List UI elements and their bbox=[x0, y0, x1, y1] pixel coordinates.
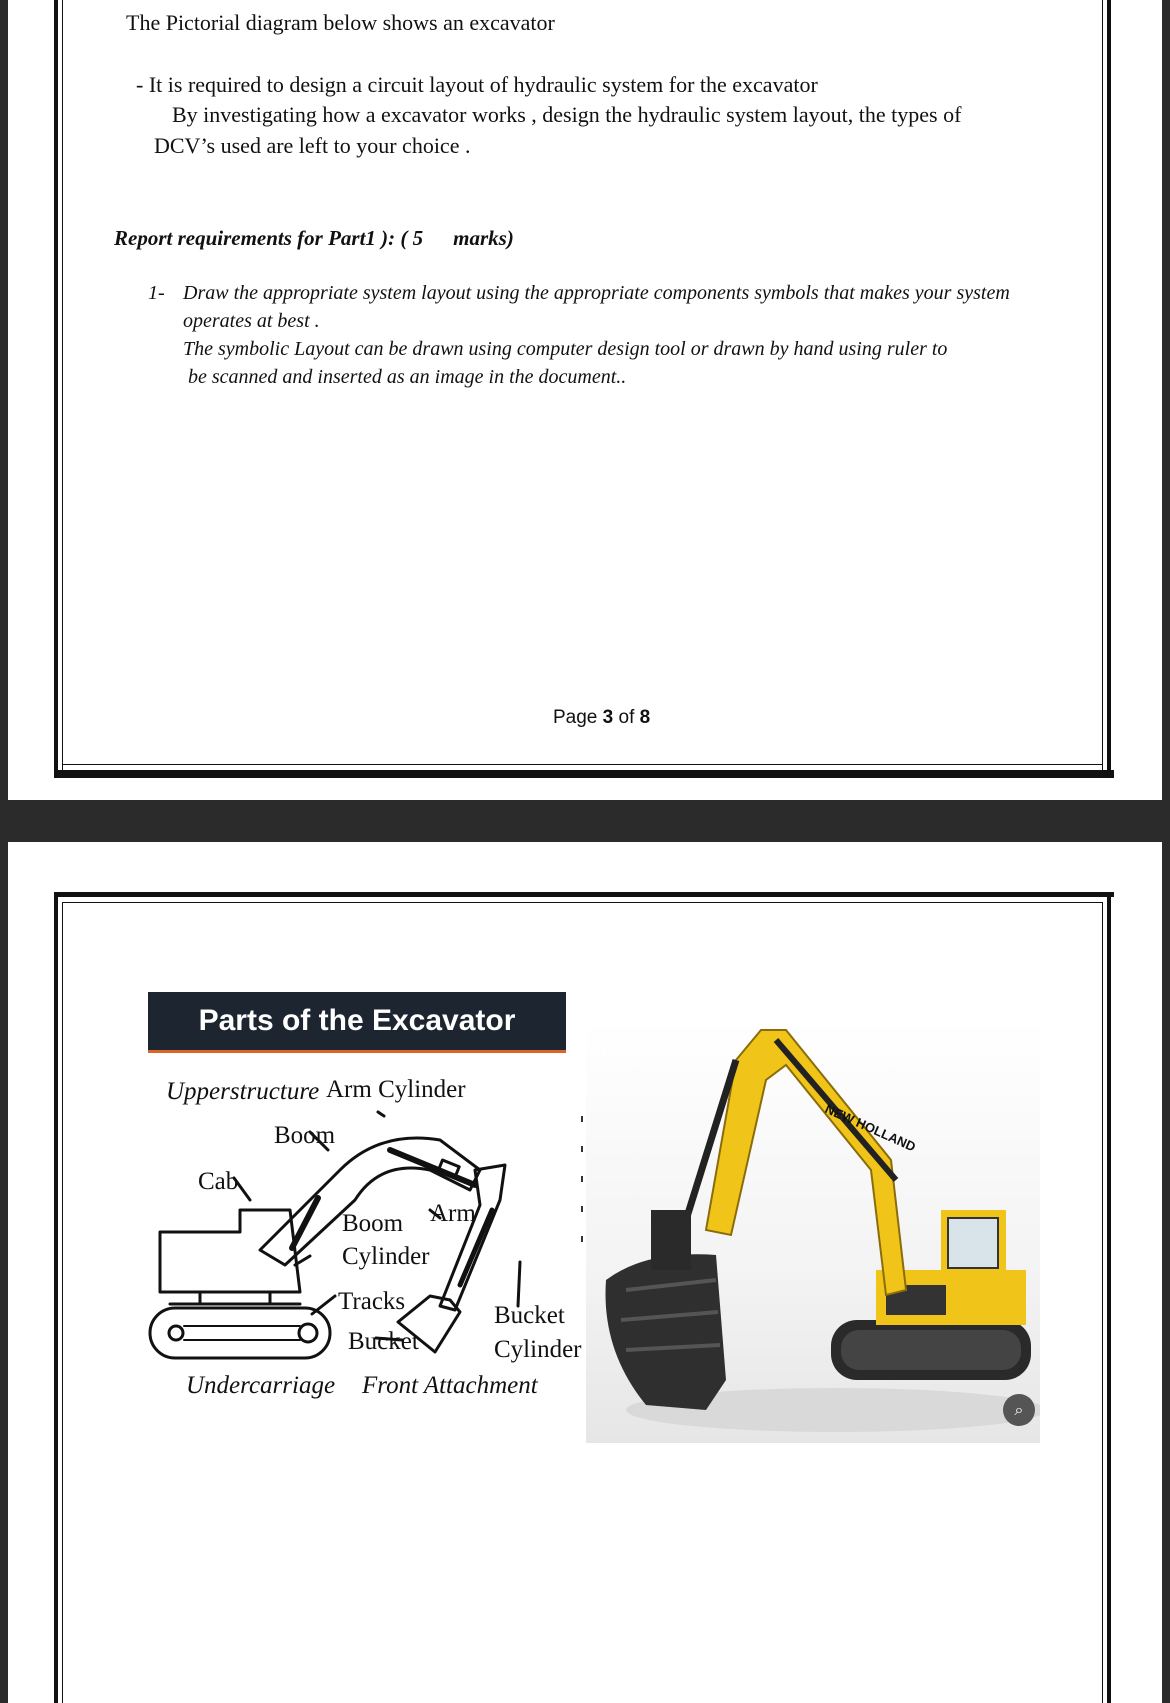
label-cab: Cab bbox=[198, 1168, 239, 1195]
report-heading bbox=[114, 226, 514, 251]
brand-text: NEW HOLLAND bbox=[822, 1101, 918, 1155]
label-bucket-cylinder-line1: Bucket bbox=[494, 1302, 565, 1329]
page2-border-left-inner bbox=[62, 902, 63, 1703]
viewer-gutter-left-lower bbox=[0, 842, 8, 1703]
item-line-1: Draw the appropriate system layout using the appropriate components symbols that makes your system bbox=[183, 282, 1010, 304]
photo-menu-button[interactable]: ... bbox=[988, 1026, 1007, 1051]
page1-border-right-inner bbox=[1102, 0, 1103, 770]
tracks-shape bbox=[150, 1308, 330, 1358]
page-number bbox=[553, 707, 650, 729]
item-line-3: The symbolic Layout can be drawn using computer design tool or drawn by hand using ruler to bbox=[183, 338, 948, 360]
paragraph-line-2: DCV’s used are left to your choice . bbox=[154, 133, 471, 158]
page1-border-left-inner bbox=[62, 0, 63, 770]
page2-border-left bbox=[54, 892, 58, 1703]
lens-search-icon: ⌕ bbox=[1014, 1400, 1024, 1419]
page1-border-bottom-inner bbox=[62, 764, 1103, 765]
cropped-text-sliver bbox=[580, 1110, 586, 1290]
page2-border-right bbox=[1107, 892, 1111, 1703]
report-heading-part-b: marks) bbox=[453, 226, 514, 250]
page2-border-top-inner bbox=[62, 902, 1103, 903]
label-undercarriage: Undercarriage bbox=[186, 1372, 336, 1399]
page1-border-left bbox=[54, 0, 58, 776]
excavator-photo bbox=[586, 1020, 1040, 1443]
label-arm: Arm bbox=[430, 1200, 476, 1227]
label-bucket: Bucket bbox=[348, 1328, 419, 1355]
label-boom: Boom bbox=[274, 1122, 336, 1149]
intro-text: The Pictorial diagram below shows an excavator bbox=[126, 10, 555, 35]
page-current: 3 bbox=[602, 707, 614, 728]
label-boom-cylinder-line2: Cylinder bbox=[342, 1243, 430, 1270]
bullet-text: - It is required to design a circuit layout of hydraulic system for the excavator bbox=[136, 72, 818, 97]
page-of: of bbox=[618, 707, 635, 728]
page2-border-right-inner bbox=[1102, 902, 1103, 1703]
viewer-gutter-left bbox=[0, 0, 8, 800]
report-heading-part-a: Report requirements for Part1 ): ( 5 bbox=[114, 226, 424, 250]
viewer-gutter-right bbox=[1162, 0, 1170, 800]
label-front-attachment: Front Attachment bbox=[362, 1372, 538, 1399]
cab-shape bbox=[160, 1210, 300, 1292]
slide-title: Parts of the Excavator bbox=[148, 992, 566, 1053]
label-upperstructure: Upperstructure bbox=[166, 1078, 320, 1105]
item-line-2: operates at best . bbox=[183, 310, 320, 332]
page1-border-bottom bbox=[54, 770, 1114, 778]
lens-search-button[interactable] bbox=[1003, 1394, 1035, 1426]
photo-back-button[interactable]: ‹ bbox=[600, 1034, 610, 1067]
page-total: 8 bbox=[639, 707, 651, 728]
page-label: Page bbox=[553, 707, 598, 728]
page2-border-top bbox=[54, 892, 1114, 897]
label-tracks: Tracks bbox=[338, 1288, 406, 1315]
page1-border-right bbox=[1107, 0, 1111, 776]
label-arm-cylinder: Arm Cylinder bbox=[326, 1076, 466, 1103]
item-number: 1- bbox=[148, 282, 165, 304]
label-bucket-cylinder-line2: Cylinder bbox=[494, 1336, 582, 1363]
viewer-gutter-right-lower bbox=[1162, 842, 1170, 1703]
excavator-photo-drawing bbox=[586, 1020, 1040, 1443]
paragraph-line-1: By investigating how a excavator works , design the hydraulic system layout, the types of bbox=[172, 102, 962, 127]
label-boom-cylinder-line1: Boom bbox=[342, 1210, 404, 1237]
page-separator bbox=[0, 800, 1170, 842]
item-line-4: be scanned and inserted as an image in the document.. bbox=[188, 366, 627, 388]
